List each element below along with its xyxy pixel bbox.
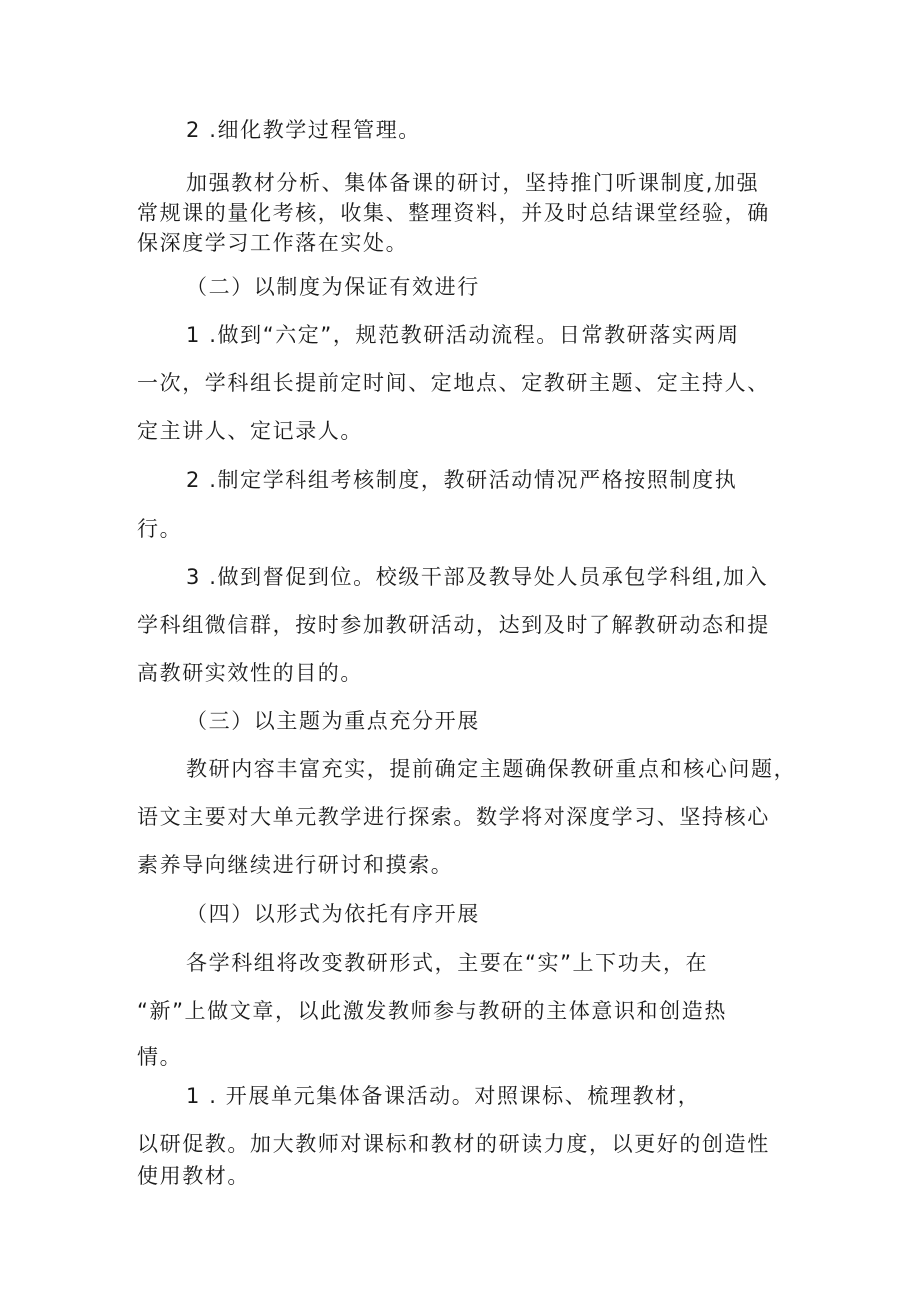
item-supervision: 3 .做到督促到位。校级干部及教导处人员承包学科组,加入 [186,565,769,589]
paragraph-line: “新”上做文章，以此激发教师参与教研的主体意识和创造热 [137,999,727,1023]
paragraph-line: 保深度学习工作落在实处。 [137,231,409,255]
paragraph-line: 加强教材分析、集体备课的研讨，坚持推门听课制度,加强 [186,171,760,195]
paragraph-line: 一次，学科组长提前定时间、定地点、定教研主题、定主持人、 [137,371,770,395]
paragraph-line: 常规课的量化考核，收集、整理资料，并及时总结课堂经验，确 [137,201,770,225]
item-unit-lesson-prep: 1 . 开展单元集体备课活动。对照课标、梳理教材， [186,1084,701,1108]
item-assessment-system: 2 .制定学科组考核制度，教研活动情况严格按照制度执 [186,468,738,492]
section-heading-4: （四）以形式为依托有序开展 [186,902,480,926]
paragraph-line: 行。 [137,517,183,541]
item-six-fixed: 1 .做到“六定”，规范教研活动流程。日常教研落实两周 [186,323,740,347]
heading-refine-teaching: 2 .细化教学过程管理。 [186,118,421,142]
paragraph-line: 以研促教。加大教师对课标和教材的研读力度，以更好的创造性 [137,1132,770,1156]
paragraph-line: 定主讲人、定记录人。 [137,419,363,443]
paragraph-line: 素养导向继续进行研讨和摸索。 [137,853,454,877]
section-heading-2: （二）以制度为保证有效进行 [186,275,480,299]
paragraph-line: 各学科组将改变教研形式，主要在“实”上下功夫，在 [186,951,709,975]
paragraph-line: 情。 [137,1045,183,1069]
paragraph-line: 使用教材。 [137,1164,250,1188]
paragraph-line: 语文主要对大单元教学进行探索。数学将对深度学习、坚持核心 [137,805,770,829]
paragraph-line: 高教研实效性的目的。 [137,661,363,685]
paragraph-line: 学科组微信群，按时参加教研活动，达到及时了解教研动态和提 [137,613,770,637]
section-heading-3: （三）以主题为重点充分开展 [186,709,480,733]
paragraph-line: 教研内容丰富充实，提前确定主题确保教研重点和核心问题， [186,757,797,781]
